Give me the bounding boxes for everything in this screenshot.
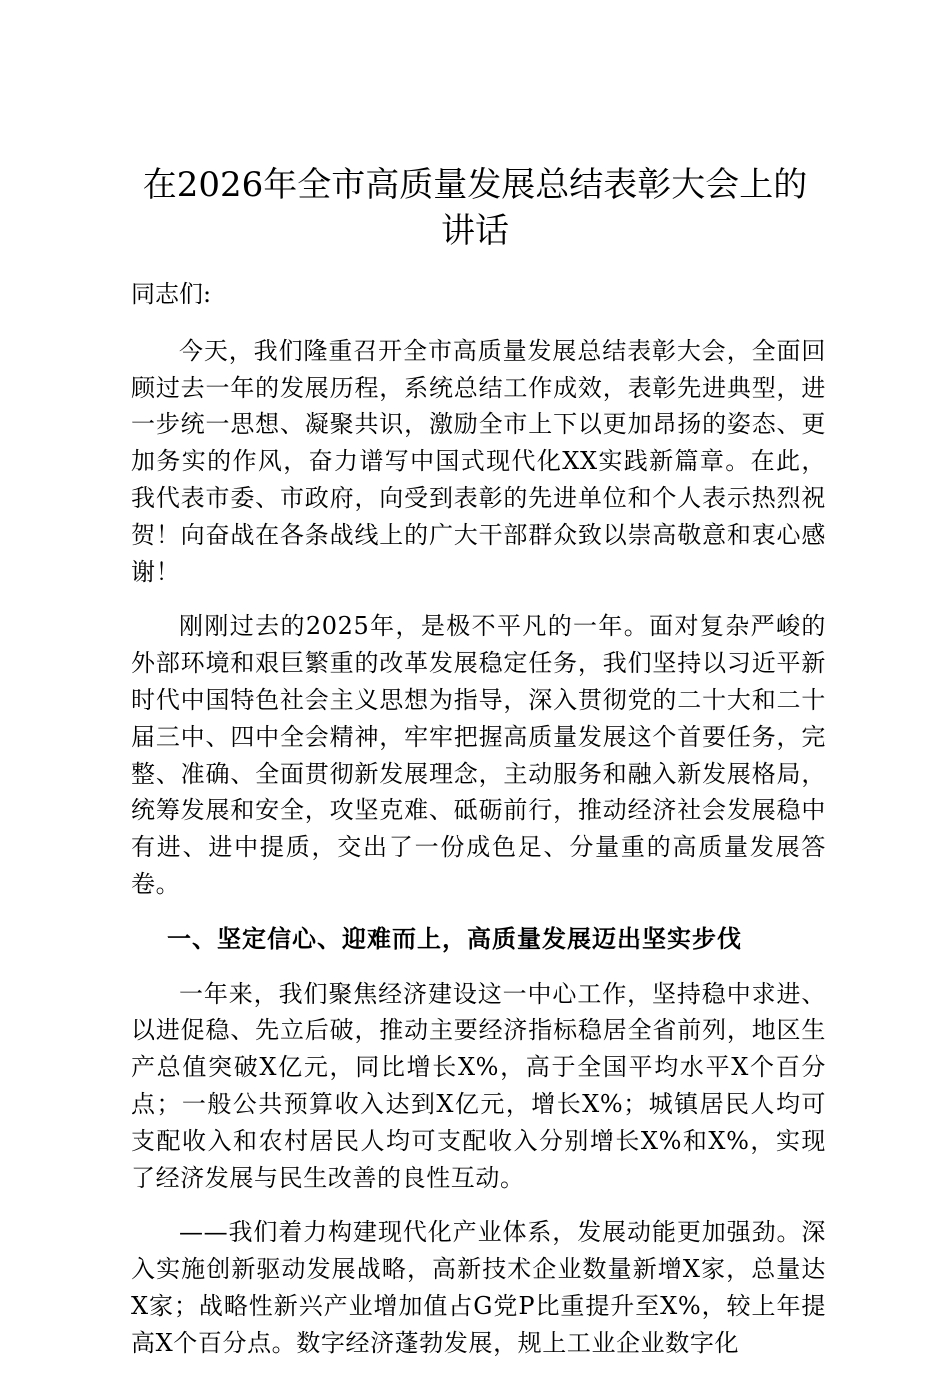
paragraph-review: 刚刚过去的2025年，是极不平凡的一年。面对复杂严峻的外部环境和艰巨繁重的改革发展稳定任务，我们坚持以习近平新时代中国特色社会主义思想为指导，深入贯彻党的二十大和二十届三中、四中全会精神，牢牢把握高质量发展这个首要任务，完整、准确、全面贯彻新发展理念，主动服务和融入新发展格局，统筹发展和安全，攻坚克难、砥砺前行，推动经济社会发展稳中有进、进中提质，交出了一份成色足、分量重的高质量发展答卷。 <box>131 612 826 898</box>
paragraph-industry: ——我们着力构建现代化产业体系，发展动能更加强劲。深入实施创新驱动发展战略，高新技术企业数量新增X家，总量达X家；战略性新兴产业增加值占G党P比重提升至X%，较上年提高X个百分点。数字经济蓬勃发展，规上工业企业数字化 <box>131 1218 826 1357</box>
paragraph-economy: 一年来，我们聚焦经济建设这一中心工作，坚持稳中求进、以进促稳、先立后破，推动主要经济指标稳居全省前列，地区生产总值突破X亿元，同比增长X%，高于全国平均水平X个百分点；一般公共预算收入达到X亿元，增长X%；城镇居民人均可支配收入和农村居民人均可支配收入分别增长X%和X%，实现了经济发展与民生改善的良性互动。 <box>131 979 826 1192</box>
document-title <box>120 162 830 254</box>
section-heading-1: 一、坚定信心、迎难而上，高质量发展迈出坚实步伐 <box>167 924 742 953</box>
paragraph-opening: 今天，我们隆重召开全市高质量发展总结表彰大会，全面回顾过去一年的发展历程，系统总结工作成效，表彰先进典型，进一步统一思想、凝聚共识，激励全市上下以更加昂扬的姿态、更加务实的作风，奋力谱写中国式现代化XX实践新篇章。在此，我代表市委、市政府，向受到表彰的先进单位和个人表示热烈祝贺！向奋战在各条战线上的广大干部群众致以崇高敬意和衷心感谢！ <box>131 336 826 586</box>
title-line-1: 在2026年全市高质量发展总结表彰大会上的 <box>142 165 808 205</box>
document-body <box>131 276 826 1380</box>
title-line-2: 讲话 <box>441 211 509 251</box>
salutation: 同志们: <box>131 280 212 308</box>
